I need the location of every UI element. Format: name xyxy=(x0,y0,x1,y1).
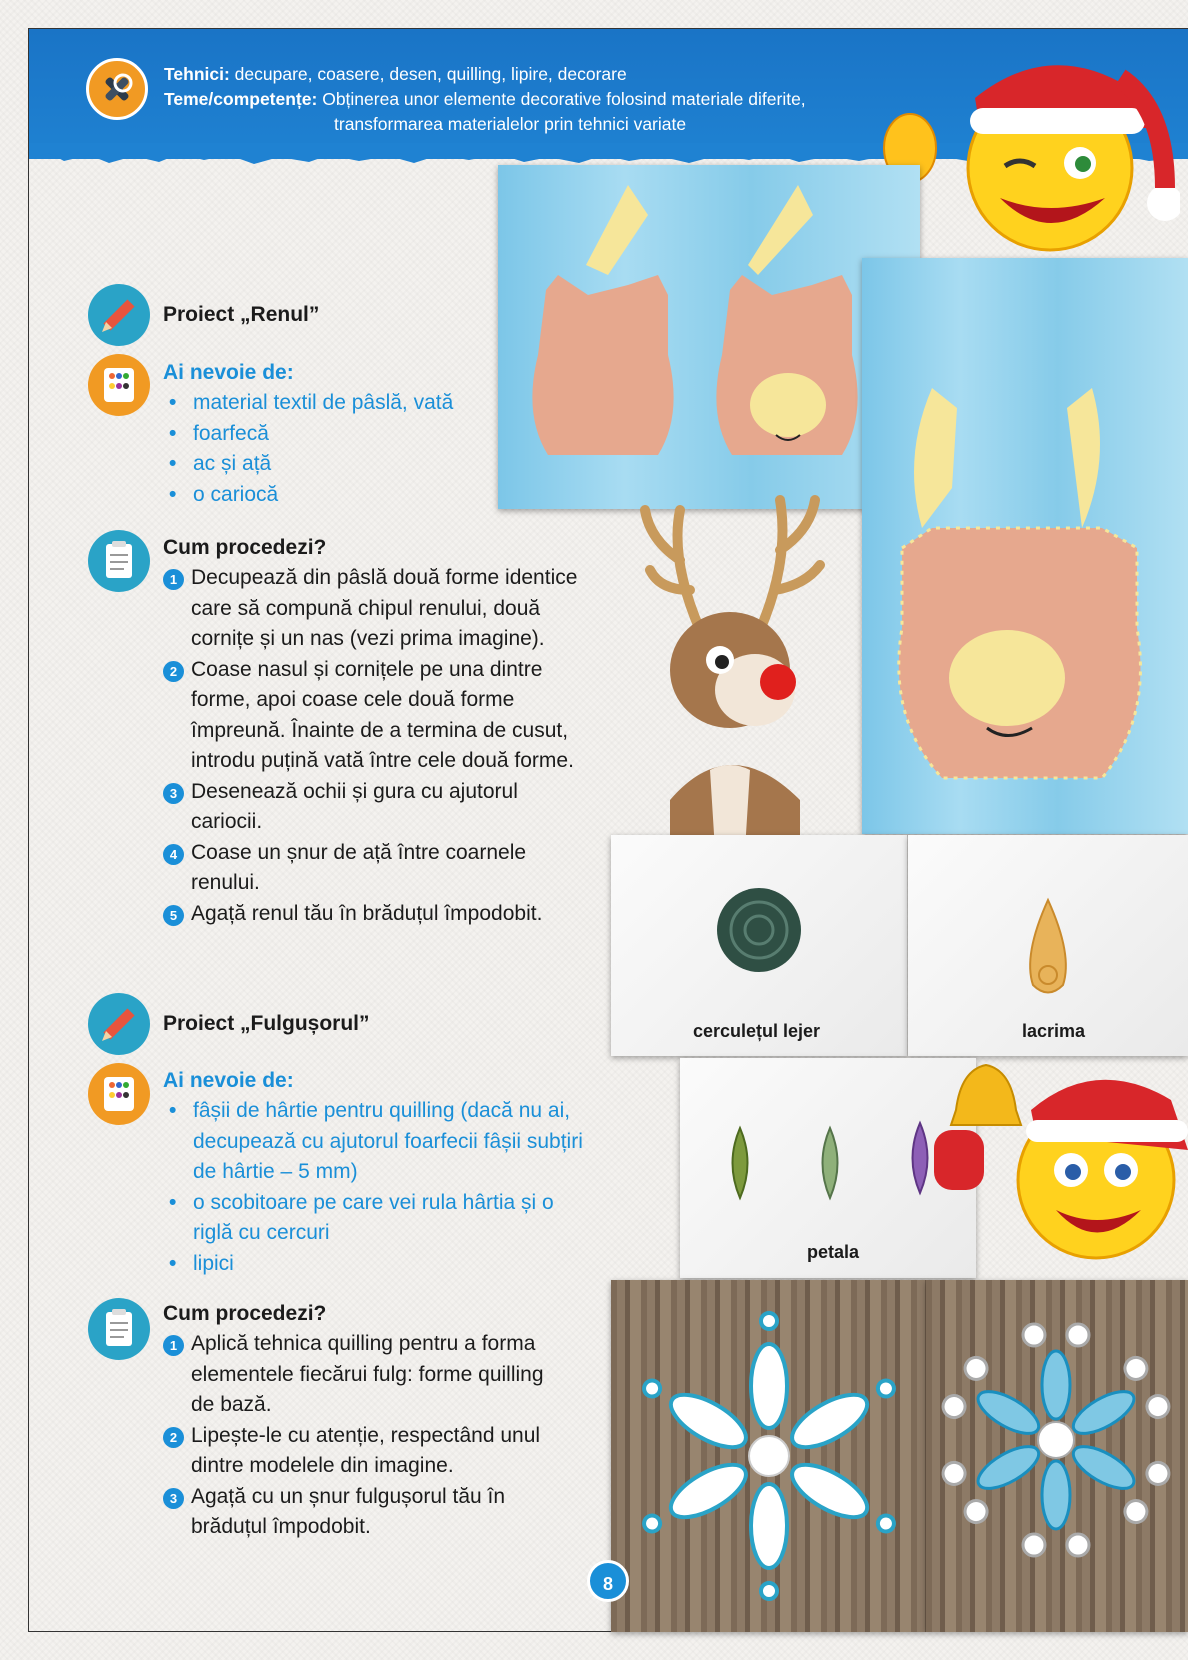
step-item: 1 Decupează din pâslă două forme identice care să compună chipul renului, două cornițe și un nas (vezi prima imagine). xyxy=(163,563,577,655)
palette-icon xyxy=(88,354,150,416)
project2-steps xyxy=(163,1329,544,1543)
list-item: • o cariocă xyxy=(163,480,453,511)
step-number: 2 xyxy=(163,1427,184,1448)
project2-needs-list xyxy=(163,1096,583,1279)
step-number: 5 xyxy=(163,905,184,926)
step-number: 3 xyxy=(163,783,184,804)
tools-icon xyxy=(86,58,148,120)
project2-need-title: Ai nevoie de: xyxy=(163,1069,294,1092)
step-number: 4 xyxy=(163,844,184,865)
teardrop-caption: lacrima xyxy=(1022,1021,1086,1041)
project1-steps xyxy=(163,563,577,929)
list-item: • o scobitoare pe care vei rula hârtia și o riglă cu cercuri xyxy=(163,1188,583,1249)
step-item: 3 Desenează ochii și gura cu ajutorul cariocii. xyxy=(163,777,577,838)
teardrop-photo xyxy=(908,835,1188,1056)
finished-reindeer-photo xyxy=(862,258,1188,834)
list-item: • lipici xyxy=(163,1249,583,1280)
step-item: 2 Coase nasul și cornițele pe una dintre forme, apoi coase cele două forme împreună. Înainte de a termina de cusut, introdu puțină vată între cele două forme. xyxy=(163,655,577,777)
techniques-value: decupare, coasere, desen, quilling, lipire, decorare xyxy=(234,64,627,84)
list-item: • ac și ață xyxy=(163,449,453,480)
loose-circle-caption: cerculețul lejer xyxy=(693,1021,821,1041)
themes-value-line1: Obținerea unor elemente decorative folosind materiale diferite, xyxy=(322,89,806,109)
project1-title: Proiect „Renul” xyxy=(163,303,320,326)
list-item: • fâșii de hârtie pentru quilling (dacă nu ai, decupează cu ajutorul foarfecii fâșii subțiri de hârtie – 5 mm) xyxy=(163,1096,583,1188)
step-number: 3 xyxy=(163,1488,184,1509)
list-item: • material textil de pâslă, vată xyxy=(163,388,453,419)
step-item: 2 Lipește-le cu atenție, respectând unul dintre modelele din imagine. xyxy=(163,1421,544,1482)
clipboard-icon xyxy=(88,530,150,592)
project2-how-title: Cum procedezi? xyxy=(163,1302,327,1325)
cartoon-reindeer-illustration xyxy=(630,470,850,870)
loose-circle-photo xyxy=(611,835,907,1056)
snowflake-photo-2 xyxy=(926,1280,1188,1632)
winking-emoji-santa-illustration xyxy=(880,48,1180,258)
step-item: 1 Aplică tehnica quilling pentru a forma elementele fiecărui fulg: forme quilling de bază. xyxy=(163,1329,544,1421)
step-number: 2 xyxy=(163,661,184,682)
bell-emoji-santa-illustration xyxy=(926,1040,1188,1280)
step-item: 3 Agață cu un șnur fulgușorul tău în brăduțul împodobit. xyxy=(163,1482,544,1543)
petal-caption: petala xyxy=(807,1242,860,1262)
project1-needs-list xyxy=(163,388,453,510)
felt-pieces-photo xyxy=(498,165,920,509)
themes-value-line2: transformarea materialelor prin tehnici variate xyxy=(334,114,687,134)
pencil-icon xyxy=(88,993,150,1055)
step-item: 4 Coase un șnur de ață între coarnele renului. xyxy=(163,838,577,899)
themes-label: Teme/competențe: xyxy=(164,89,318,109)
list-item: • foarfecă xyxy=(163,419,453,450)
snowflake-photo-1 xyxy=(611,1280,926,1632)
step-number: 1 xyxy=(163,569,184,590)
techniques-label: Tehnici: xyxy=(164,64,230,84)
header-text xyxy=(164,62,806,137)
pencil-icon xyxy=(88,284,150,346)
palette-icon xyxy=(88,1063,150,1125)
page-number: 8 xyxy=(587,1560,629,1602)
project2-title: Proiect „Fulgușorul” xyxy=(163,1012,370,1035)
clipboard-icon xyxy=(88,1298,150,1360)
step-number: 1 xyxy=(163,1335,184,1356)
step-item: 5 Agață renul tău în brăduțul împodobit. xyxy=(163,899,577,930)
project1-need-title: Ai nevoie de: xyxy=(163,361,294,384)
project1-how-title: Cum procedezi? xyxy=(163,536,327,559)
